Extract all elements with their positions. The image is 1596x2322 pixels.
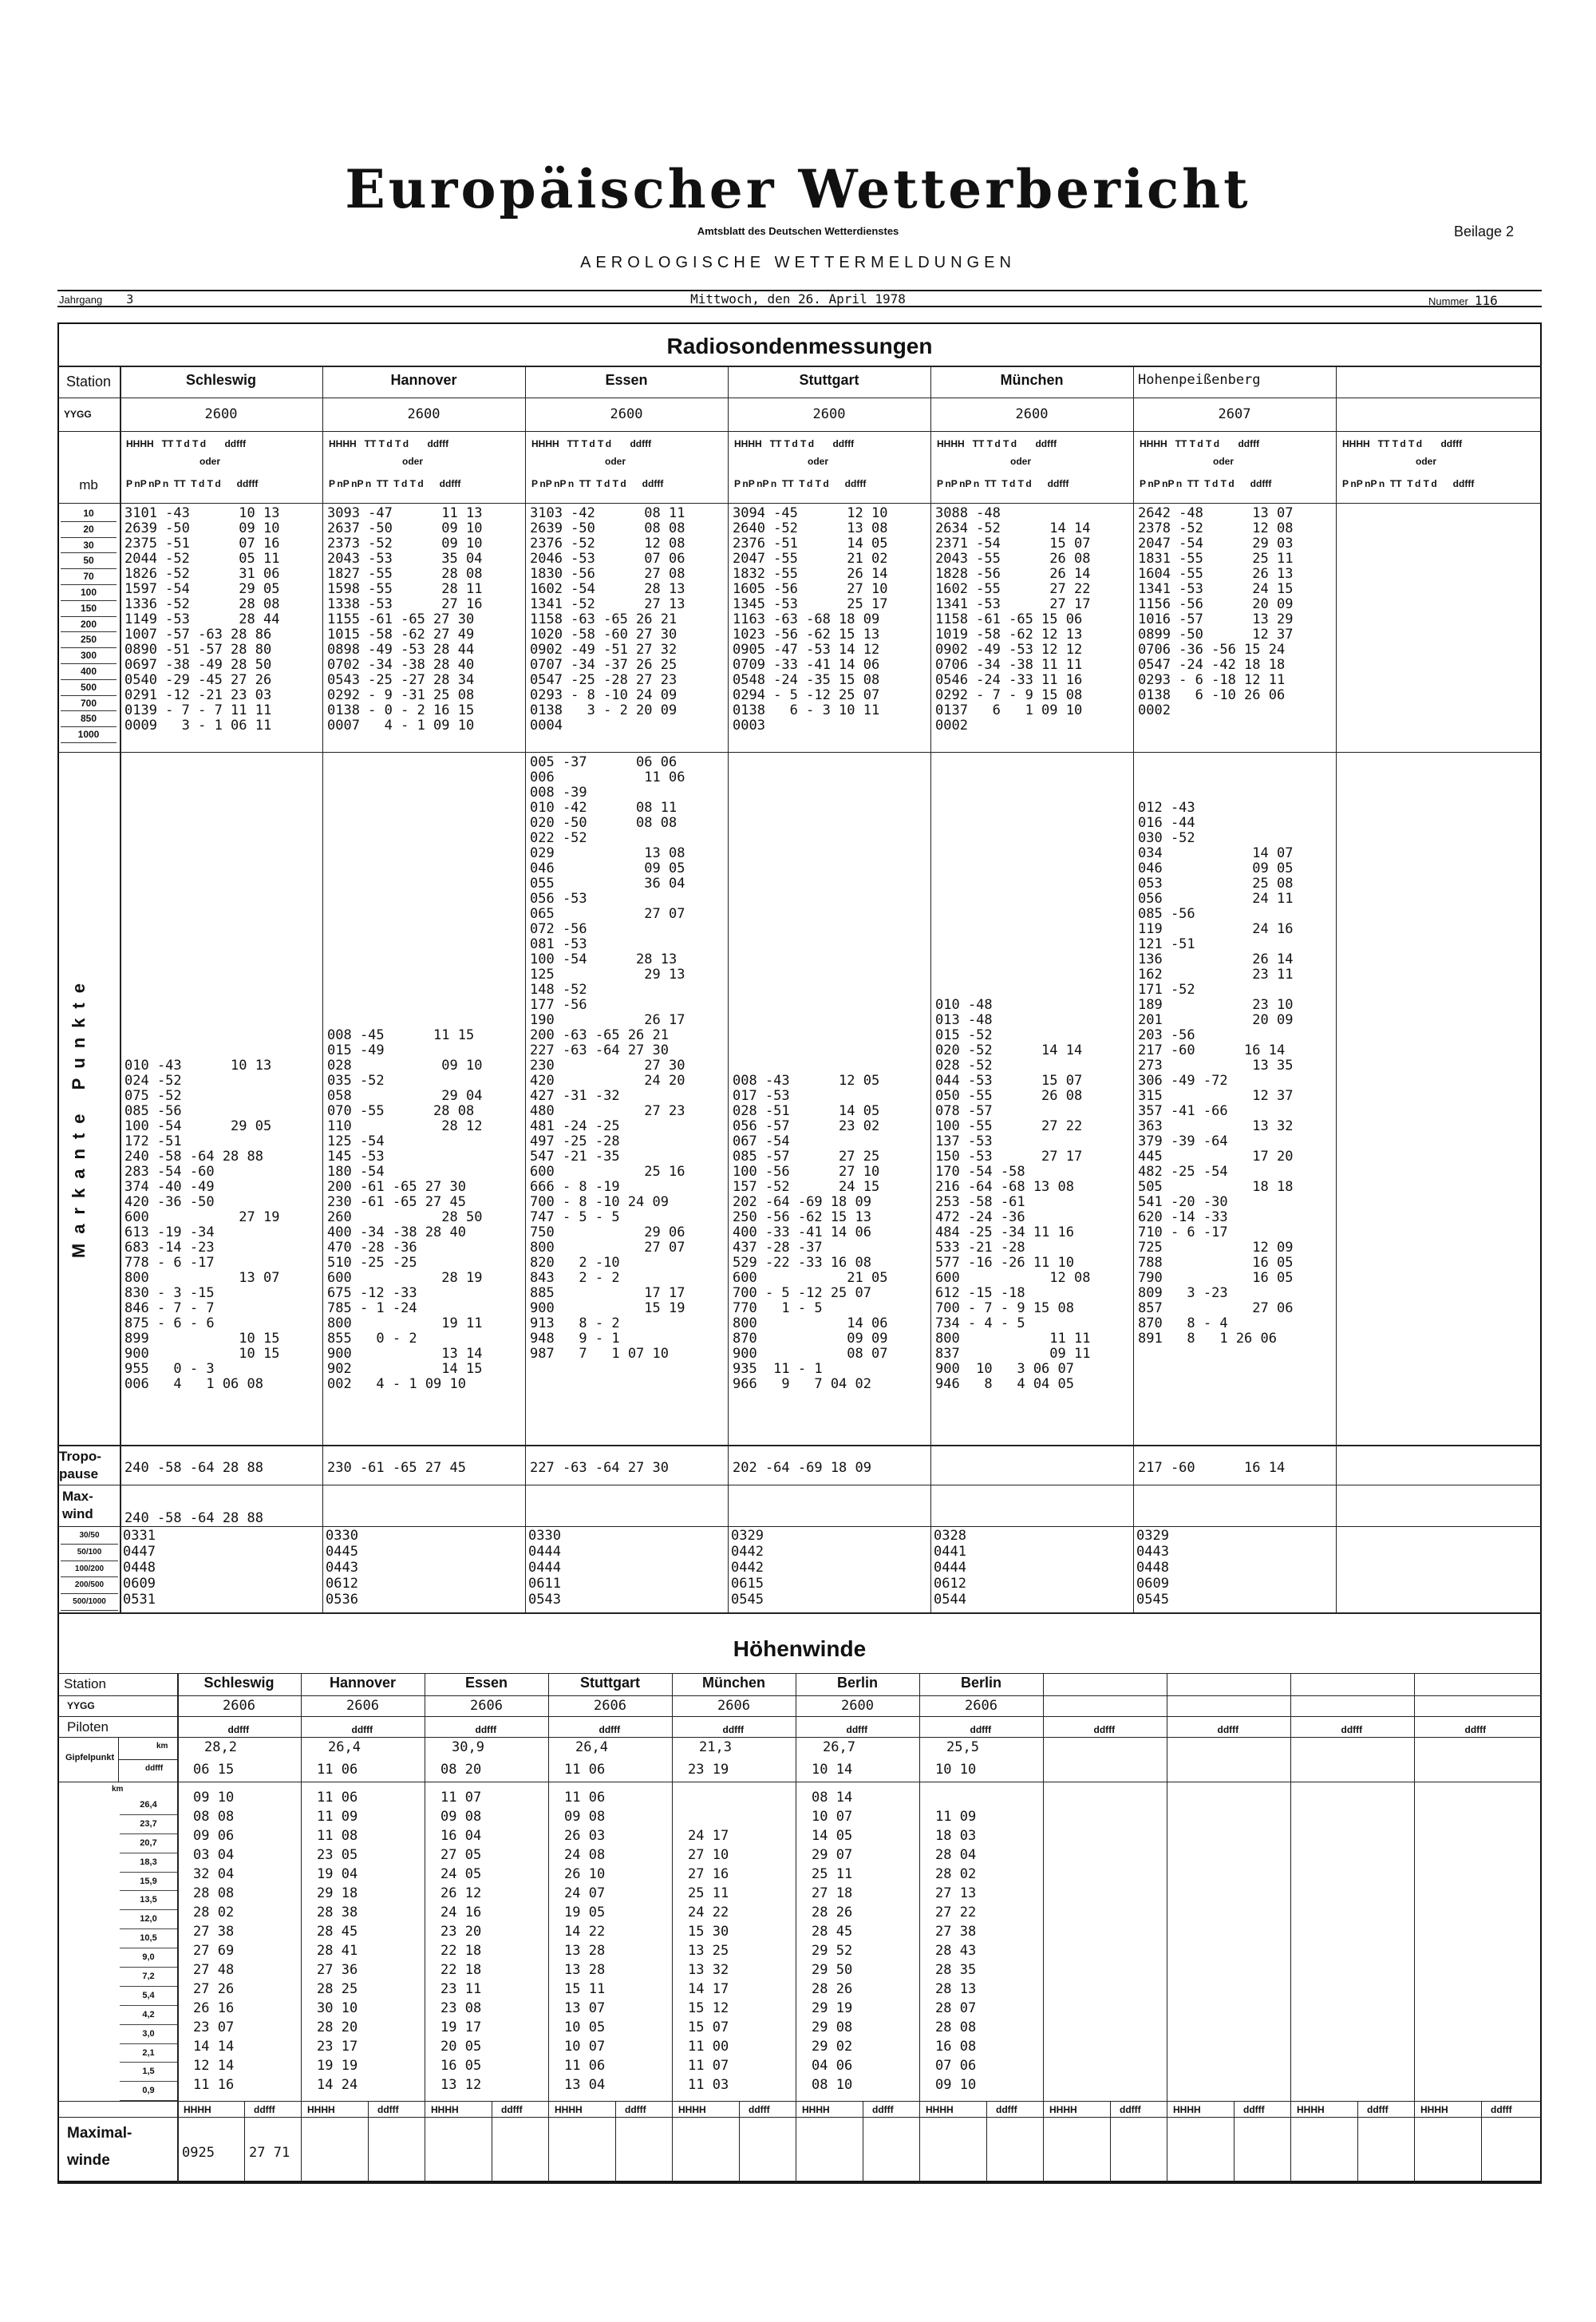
std-data-2: 3093 -47 11 13 2637 -50 09 10 2373 -52 09 10 2043 -53 35 04 1827 -55 28 08 1598 -55 28 11 1338 -53 27 16 1155 -61 -65 27 30 1015 -58 -62 27 49 0898 -49 -53 28 44 0702 -34 -38 28 40 0543 -25 -27 28 34 0292 - 9 -31 25 08 0138 - 0 - 2 16 15 0007 4 - 1 09 10	[327, 505, 483, 734]
hw-ddfff-1: ddfff	[227, 1724, 250, 1735]
subheader-b-4: P nP nP n TT T d T d ddfff	[734, 478, 867, 489]
hw-ddfff-5: ddfff	[722, 1724, 745, 1735]
tropopause-2: 230 -61 -65 27 45	[327, 1460, 466, 1476]
hw-gipfel-dd-5: 23 19	[688, 1762, 729, 1778]
hw-station-7: Berlin	[960, 1675, 1001, 1691]
hw-level: 3,0	[120, 2025, 177, 2044]
hw-col-5: 24 17 27 10 27 16 25 11 24 22 15 30 13 25 13 32 14 17 15 12 15 07 11 00 11 07 11 03	[688, 1828, 729, 2093]
rule	[120, 366, 121, 1612]
hw-ddfff-9: ddfff	[1217, 1724, 1239, 1735]
rule	[57, 1526, 1542, 1527]
subheader-a-7: HHHH TT T d T d ddfff	[1342, 438, 1463, 449]
std-data-5: 3088 -48 2634 -52 14 14 2371 -54 15 07 2043 -55 26 08 1828 -56 26 14 1602 -55 27 22 1341 -53 27 17 1158 -61 -65 15 06 1019 -58 -62 12 13 0902 -49 -53 12 12 0706 -34 -38 11 11 0546 -24 -33 11 16 0292 - 7 - 9 15 08 0137 6 1 09 10 0002	[935, 505, 1091, 734]
shear-3: 0330 0444 0444 0611 0543	[528, 1528, 561, 1608]
rule	[57, 2182, 1542, 2184]
rule	[57, 1612, 1542, 1614]
shear-5: 0328 0441 0444 0612 0544	[934, 1528, 966, 1608]
shear-6: 0329 0443 0448 0609 0545	[1136, 1528, 1169, 1608]
hw-station-2: Hannover	[329, 1675, 397, 1691]
markante-label: Markante Punkte	[69, 974, 89, 1259]
rule	[1357, 2101, 1358, 2182]
subheader-a-4: HHHH TT T d T d ddfff	[734, 438, 855, 449]
hw-station-1: Schleswig	[203, 1675, 275, 1691]
hw-maxdd-6: ddfff	[872, 2104, 894, 2115]
hw-maxdd-8: ddfff	[1120, 2104, 1141, 2115]
rule	[57, 503, 1542, 504]
hw-maxwinde-label: Maximal- winde	[67, 2125, 132, 2169]
subheader-b-5: P nP nP n TT T d T d ddfff	[937, 478, 1069, 489]
subheader-oder-2: oder	[402, 456, 424, 467]
hw-col-3: 11 07 09 08 16 04 27 05 24 05 26 12 24 16 23 20 22 18 22 18 23 11 23 08 19 17 20 05 16 05 13 12	[440, 1790, 482, 2093]
rule	[1110, 2101, 1111, 2182]
hw-level: 12,0	[120, 1910, 177, 1929]
hw-ddfff-7: ddfff	[970, 1724, 992, 1735]
hw-level: 26,4	[120, 1796, 177, 1815]
rule	[1234, 2101, 1235, 2182]
hw-maxdd-5: ddfff	[749, 2104, 770, 2115]
rule	[672, 1673, 673, 2182]
hw-hhhh-4: HHHH	[555, 2104, 583, 2115]
hw-ddfff-6: ddfff	[846, 1724, 868, 1735]
subheader-a-2: HHHH TT T d T d ddfff	[329, 438, 449, 449]
rule	[57, 1695, 1542, 1696]
tropopause-1: 240 -58 -64 28 88	[124, 1460, 263, 1476]
maxwind-label: Max- wind	[62, 1489, 93, 1521]
markante-data-3: 005 -37 06 06 006 11 06 008 -39 010 -42 08 11 020 -50 08 08 022 -52 029 13 08 046 09 05 055 36 04 056 -53 065 27 07 072 -56 081 -53 100 -54 28 13 125 29 13 148 -52 177 -56 190 26 17 200 -63 -65 26 21 227 -63 -64 27 30 230 27 30 420 24 20 427 -31 -32 480 27 23 481 -24 -25 497 -25 -28 547 -21 -35 600 25 16 666 - 8 -19 700 - 8 -10 24 09 747 - 5 - 5 750 29 06 800 27 07 820 2 -10 843 2 - 2 885 17 17 900 15 19 913 8 - 2 948 9 - 1 987 7 1 07 10	[530, 754, 685, 1362]
subheader-oder-3: oder	[605, 456, 626, 467]
rule	[728, 366, 729, 1612]
hoehenwinde-title: Höhenwinde	[733, 1636, 867, 1661]
level-10: 10	[61, 506, 117, 522]
rule	[57, 1673, 1542, 1674]
subheader-a-3: HHHH TT T d T d ddfff	[531, 438, 652, 449]
level-700: 700	[61, 696, 117, 712]
hw-yygg-2: 2606	[346, 1698, 379, 1714]
station-name-1: Schleswig	[185, 372, 257, 388]
rule	[1481, 2101, 1482, 2182]
subheader-a-5: HHHH TT T d T d ddfff	[937, 438, 1057, 449]
hw-hhhh-1: HHHH	[184, 2104, 211, 2115]
hw-level: 20,7	[120, 1834, 177, 1853]
level-100: 100	[61, 585, 117, 601]
hw-level: 18,3	[120, 1853, 177, 1873]
subheader-oder-5: oder	[1010, 456, 1032, 467]
shear-level: 50/100	[61, 1545, 118, 1561]
rule	[368, 2101, 369, 2182]
hw-level: 10,5	[120, 1929, 177, 1948]
hw-gipfel-dd-6: 10 14	[812, 1762, 853, 1778]
hw-level: 23,7	[120, 1815, 177, 1834]
hw-gipfel-km-7: 25,5	[946, 1739, 979, 1755]
rule	[57, 1445, 1542, 1446]
hw-level: 2,1	[120, 2044, 177, 2063]
hw-maxdd-10: ddfff	[1367, 2104, 1389, 2115]
hw-levels	[120, 1796, 177, 2101]
rule	[177, 1673, 179, 2182]
std-data-6: 2642 -48 13 07 2378 -52 12 08 2047 -54 29 03 1831 -55 25 11 1604 -55 26 13 1341 -53 24 15 1156 -56 20 09 1016 -57 13 29 0899 -50 12 37 0706 -36 -56 15 24 0547 -24 -42 18 18 0293 - 6 -18 12 11 0138 6 -10 26 06 0002	[1138, 505, 1294, 718]
hw-col-7: 11 09 18 03 28 04 28 02 27 13 27 22 27 38 28 43 28 35 28 13 28 07 28 08 16 08 07 06 09 10	[935, 1809, 977, 2093]
hw-level: 9,0	[120, 1948, 177, 1968]
radio-title: Radiosondenmessungen	[666, 334, 933, 358]
shear-1: 0331 0447 0448 0609 0531	[123, 1528, 156, 1608]
rule	[57, 2117, 1542, 2118]
shear-2: 0330 0445 0443 0612 0536	[326, 1528, 358, 1608]
shear-4: 0329 0442 0442 0615 0545	[731, 1528, 764, 1608]
rule	[1043, 1673, 1044, 2182]
hw-gipfel-km-3: 30,9	[452, 1739, 484, 1755]
rule	[525, 366, 526, 1612]
hw-level: 15,9	[120, 1873, 177, 1892]
yygg-6: 2607	[1218, 406, 1251, 422]
level-50: 50	[61, 553, 117, 569]
hw-hhhh-8: HHHH	[1049, 2104, 1077, 2115]
nummer-value: 116	[1474, 293, 1498, 308]
subheader-b-6: P nP nP n TT T d T d ddfff	[1140, 478, 1272, 489]
hw-piloten-label: Piloten	[67, 1719, 109, 1735]
hw-ddfff-2: ddfff	[351, 1724, 373, 1735]
hw-maxdd-7: ddfff	[996, 2104, 1017, 2115]
hw-level: 7,2	[120, 1968, 177, 1987]
hw-maxdd-11: ddfff	[1491, 2104, 1512, 2115]
rule	[57, 752, 1542, 753]
issue-date: Mittwoch, den 26. April 1978	[690, 291, 906, 307]
shear-levels	[61, 1528, 118, 1611]
level-70: 70	[61, 569, 117, 585]
level-500: 500	[61, 680, 117, 696]
rule	[57, 1737, 1542, 1738]
rule	[118, 1759, 177, 1760]
rule	[1414, 1673, 1415, 2182]
tropopause-6: 217 -60 16 14	[1138, 1460, 1286, 1476]
rule	[1290, 1673, 1291, 2182]
yygg-label: YYGG	[64, 409, 92, 420]
tropopause-label: Tropo- pause	[59, 1449, 101, 1481]
subheader-oder-1: oder	[200, 456, 221, 467]
hw-station-5: München	[702, 1675, 765, 1691]
level-1000: 1000	[61, 727, 117, 743]
hw-km-label: km	[112, 1785, 124, 1794]
hw-level: 0,9	[120, 2082, 177, 2101]
rule	[57, 431, 1542, 432]
mb-label: mb	[79, 477, 98, 492]
hw-hhhh-10: HHHH	[1297, 2104, 1325, 2115]
hw-col-4: 11 06 09 08 26 03 24 08 26 10 24 07 19 05 14 22 13 28 13 28 15 11 13 07 10 05 10 07 11 06 13 04	[564, 1790, 606, 2093]
station-name-4: Stuttgart	[799, 372, 859, 388]
rule	[930, 366, 931, 1612]
station-name-5: München	[1000, 372, 1064, 388]
hw-max-dd-1: 27 71	[249, 2145, 290, 2161]
hw-gipfel-dd-3: 08 20	[440, 1762, 482, 1778]
subheader-oder-6: oder	[1213, 456, 1235, 467]
std-levels	[61, 506, 117, 743]
hw-gipfel-dd-2: 11 06	[317, 1762, 358, 1778]
level-200: 200	[61, 617, 117, 633]
yygg-4: 2600	[812, 406, 846, 422]
hw-ddfff-10: ddfff	[1341, 1724, 1363, 1735]
rule	[322, 366, 323, 1612]
hw-level: 13,5	[120, 1891, 177, 1910]
hw-ddfff-3: ddfff	[475, 1724, 497, 1735]
hw-hhhh-2: HHHH	[307, 2104, 335, 2115]
hw-gipfel-km-5: 21,3	[699, 1739, 732, 1755]
yygg-3: 2600	[610, 406, 643, 422]
station-name-6: Hohenpeißenberg	[1138, 372, 1261, 388]
subheader-b-1: P nP nP n TT T d T d ddfff	[126, 478, 259, 489]
hw-level: 5,4	[120, 1987, 177, 2006]
subheader-b-2: P nP nP n TT T d T d ddfff	[329, 478, 461, 489]
hw-hhhh-7: HHHH	[926, 2104, 954, 2115]
rule	[57, 366, 1542, 367]
subheader-oder-4: oder	[808, 456, 829, 467]
level-300: 300	[61, 648, 117, 664]
hw-yygg-3: 2606	[470, 1698, 503, 1714]
hw-ddfff-8: ddfff	[1093, 1724, 1116, 1735]
nummer	[1428, 293, 1498, 308]
level-250: 250	[61, 632, 117, 648]
level-400: 400	[61, 664, 117, 680]
hw-yygg-6: 2600	[841, 1698, 874, 1714]
rule	[919, 1673, 920, 2182]
std-data-1: 3101 -43 10 13 2639 -50 09 10 2375 -51 07 16 2044 -52 05 11 1826 -52 31 06 1597 -54 29 05 1336 -52 28 08 1149 -53 28 44 1007 -57 -63 28 86 0890 -51 -57 28 80 0697 -38 -49 28 50 0540 -29 -45 27 26 0291 -12 -21 23 03 0139 - 7 - 7 11 11 0009 3 - 1 06 11	[124, 505, 280, 734]
hw-hhhh-9: HHHH	[1173, 2104, 1201, 2115]
rule	[548, 1673, 549, 2182]
hw-hhhh-5: HHHH	[678, 2104, 706, 2115]
hw-col-6: 08 14 10 07 14 05 29 07 25 11 27 18 28 26 28 45 29 52 29 50 28 26 29 19 29 08 29 02 04 06 08 10	[812, 1790, 853, 2093]
hw-yygg-1: 2606	[223, 1698, 255, 1714]
hw-station-3: Essen	[464, 1675, 508, 1691]
rule	[244, 2101, 245, 2182]
shear-level: 100/200	[61, 1561, 118, 1578]
hw-maxdd-4: ddfff	[625, 2104, 646, 2115]
yygg-2: 2600	[407, 406, 440, 422]
hw-gipfel-km-6: 26,7	[823, 1739, 855, 1755]
hw-station-4: Stuttgart	[580, 1675, 640, 1691]
rule	[1133, 366, 1134, 1612]
hw-gipfel-dd-7: 10 10	[935, 1762, 977, 1778]
markante-data-6: 012 -43 016 -44 030 -52 034 14 07 046 09 05 053 25 08 056 24 11 085 -56 119 24 16 121 -51 136 26 14 162 23 11 171 -52 189 23 10 201 20 09 203 -56 217 -60 16 14 273 13 35 306 -49 -72 315 12 37 357 -41 -66 363 13 32 379 -39 -64 445 17 20 482 -25 -54 505 18 18 541 -20 -30 620 -14 -33 710 - 6 -17 725 12 09 788 16 05 790 16 05 809 3 -23 857 27 06 870 8 - 4 891 8 1 26 06	[1138, 800, 1294, 1347]
hw-yygg-5: 2606	[717, 1698, 750, 1714]
hw-ddfff-11: ddfff	[1464, 1724, 1487, 1735]
yygg-1: 2600	[204, 406, 238, 422]
level-150: 150	[61, 601, 117, 617]
markante-data-2: 008 -45 11 15 015 -49 028 09 10 035 -52 058 29 04 070 -55 28 08 110 28 12 125 -54 145 -53 180 -54 200 -61 -65 27 30 230 -61 -65 27 45 260 28 50 400 -34 -38 28 40 470 -28 -36 510 -25 -25 600 28 19 675 -12 -33 785 - 1 -24 800 19 11 855 0 - 2 900 13 14 902 14 15 002 4 - 1 09 10	[327, 1027, 483, 1392]
std-data-3: 3103 -42 08 11 2639 -50 08 08 2376 -52 12 08 2046 -53 07 06 1830 -56 27 08 1602 -54 28 13 1341 -52 27 13 1158 -63 -65 26 21 1020 -58 -60 27 30 0902 -49 -51 27 32 0707 -34 -37 26 25 0547 -25 -28 27 23 0293 - 8 -10 24 09 0138 3 - 2 20 09 0004	[530, 505, 685, 734]
tropopause-3: 227 -63 -64 27 30	[530, 1460, 669, 1476]
hw-gipfel-km-2: 26,4	[328, 1739, 361, 1755]
rule	[57, 1716, 1542, 1717]
hw-station-label: Station	[64, 1676, 106, 1691]
hw-maxdd-2: ddfff	[377, 2104, 399, 2115]
subheader-b-3: P nP nP n TT T d T d ddfff	[531, 478, 664, 489]
subtitle: Amtsblatt des Deutschen Wetterdienstes	[697, 225, 899, 237]
hw-hhhh-3: HHHH	[431, 2104, 459, 2115]
hw-maxdd-9: ddfff	[1243, 2104, 1265, 2115]
hw-max-hhhh-1: 0925	[182, 2145, 215, 2161]
hw-level: 1,5	[120, 2063, 177, 2082]
markante-data-1: 010 -43 10 13 024 -52 075 -52 085 -56 100 -54 29 05 172 -51 240 -58 -64 28 88 283 -54 -60 374 -40 -49 420 -36 -50 600 27 19 613 -19 -34 683 -14 -23 778 - 6 -17 800 13 07 830 - 3 -15 846 - 7 - 7 875 - 6 - 6 899 10 15 900 10 15 955 0 - 3 006 4 1 06 08	[124, 1058, 280, 1392]
maxwind-1: 240 -58 -64 28 88	[124, 1510, 263, 1526]
subheader-a-1: HHHH TT T d T d ddfff	[126, 438, 247, 449]
markante-data-4: 008 -43 12 05 017 -53 028 -51 14 05 056 -57 23 02 067 -54 085 -57 27 25 100 -56 27 10 157 -52 24 15 202 -64 -69 18 09 250 -56 -62 15 13 400 -33 -41 14 06 437 -28 -37 529 -22 -33 16 08 600 21 05 700 - 5 -12 25 07 770 1 - 5 800 14 06 870 09 09 900 08 07 935 11 - 1 966 9 7 04 02	[733, 1073, 888, 1392]
hw-hhhh-11: HHHH	[1420, 2104, 1448, 2115]
hw-col-2: 11 06 11 09 11 08 23 05 19 04 29 18 28 38 28 45 28 41 27 36 28 25 30 10 28 20 23 17 19 19 14 24	[317, 1790, 358, 2093]
subheader-oder-7: oder	[1416, 456, 1437, 467]
shear-level: 30/50	[61, 1528, 118, 1545]
hw-gipfel-km-1: 28,2	[204, 1739, 237, 1755]
level-850: 850	[61, 711, 117, 727]
subheader-b-7: P nP nP n TT T d T d ddfff	[1342, 478, 1475, 489]
hw-yygg-label: YYGG	[67, 1700, 95, 1711]
rule	[1336, 366, 1337, 1612]
hw-hhhh-6: HHHH	[802, 2104, 830, 2115]
rule	[739, 2101, 740, 2182]
subheader-a-6: HHHH TT T d T d ddfff	[1140, 438, 1260, 449]
hw-gipfel-label: Gipfelpunkt	[65, 1753, 115, 1762]
hw-gipfel-dd-4: 11 06	[564, 1762, 606, 1778]
shear-level: 200/500	[61, 1577, 118, 1594]
station-label: Station	[65, 374, 112, 390]
hw-yygg-4: 2606	[594, 1698, 626, 1714]
level-30: 30	[61, 538, 117, 554]
shear-level: 500/1000	[61, 1594, 118, 1611]
rule	[986, 2101, 987, 2182]
hw-gipfel-dd-1: 06 15	[193, 1762, 235, 1778]
station-name-2: Hannover	[390, 372, 457, 388]
hw-maxdd-1: ddfff	[254, 2104, 275, 2115]
hw-col-1: 09 10 08 08 09 06 03 04 32 04 28 08 28 02 27 38 27 69 27 48 27 26 26 16 23 07 14 14 12 14 11 16	[193, 1790, 235, 2093]
hw-gipfel-dd: ddfff	[145, 1764, 164, 1773]
markante-data-5: 010 -48 013 -48 015 -52 020 -52 14 14 028 -52 044 -53 15 07 050 -55 26 08 078 -57 100 -55 27 22 137 -53 150 -53 27 17 170 -54 -58 216 -64 -68 13 08 253 -58 -61 472 -24 -36 484 -25 -34 11 16 533 -21 -28 577 -16 -26 11 10 600 12 08 612 -15 -18 700 - 7 - 9 15 08 734 - 4 - 5 800 11 11 837 09 11 900 10 3 06 07 946 8 4 04 05	[935, 997, 1091, 1392]
yygg-5: 2600	[1015, 406, 1049, 422]
std-data-4: 3094 -45 12 10 2640 -52 13 08 2376 -51 14 05 2047 -55 21 02 1832 -55 26 14 1605 -56 27 10 1345 -53 25 17 1163 -63 -68 18 09 1023 -56 -62 15 13 0905 -47 -53 14 12 0709 -33 -41 14 06 0548 -24 -35 15 08 0294 - 5 -12 25 07 0138 6 - 3 10 11 0003	[733, 505, 888, 734]
rule	[118, 1737, 119, 1782]
hw-gipfel-km-4: 26,4	[575, 1739, 608, 1755]
hw-gipfel-km: km	[156, 1742, 168, 1750]
hw-level: 4,2	[120, 2006, 177, 2025]
jahrgang-label: Jahrgang	[59, 294, 103, 306]
rule	[57, 2101, 1542, 2102]
tropopause-4: 202 -64 -69 18 09	[733, 1460, 871, 1476]
beilage-label: Beilage 2	[1454, 223, 1515, 239]
hw-yygg-7: 2606	[965, 1698, 998, 1714]
hw-ddfff-4: ddfff	[598, 1724, 621, 1735]
rule	[615, 2101, 616, 2182]
nummer-label: Nummer	[1428, 295, 1468, 307]
section-heading: AEROLOGISCHE WETTERMELDUNGEN	[580, 254, 1016, 271]
station-name-3: Essen	[605, 372, 648, 388]
hw-station-6: Berlin	[836, 1675, 878, 1691]
hw-maxdd-3: ddfff	[501, 2104, 523, 2115]
page-title: Europäischer Wetterbericht	[345, 158, 1251, 220]
rule	[301, 1673, 302, 2182]
level-20: 20	[61, 522, 117, 538]
jahrgang-value: 3	[126, 292, 134, 307]
